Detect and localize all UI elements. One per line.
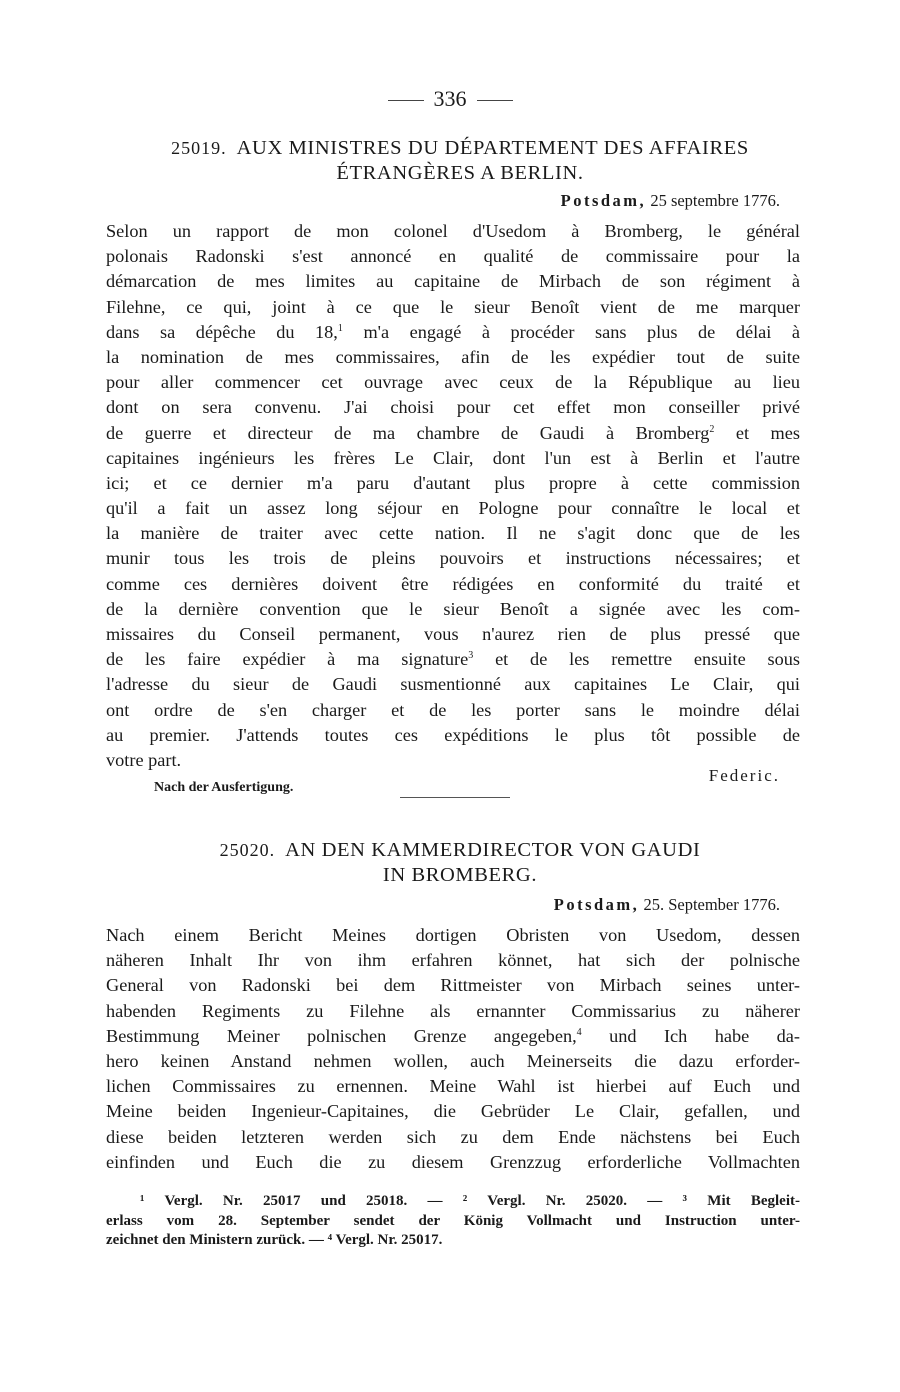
doc1-source-note: Nach der Ausfertigung. — [154, 780, 294, 795]
doc1-line-8: dont on sera convenu. J'ai choisi pour cet effet mon conseiller privé — [106, 397, 800, 418]
doc1-line-5-start: dans sa dépêche du 18, — [106, 321, 338, 342]
footnote-line-2: erlass vom 28. September sendet der König Vollmacht und Instruction unter- — [106, 1212, 800, 1229]
doc1-line-10: capitaines ingénieurs les frères Le Clair, dont l'un est à Berlin et l'autre — [106, 447, 800, 468]
doc1-date-place: Potsdam, — [560, 191, 647, 210]
doc2-line-7: lichen Commissaires zu ernennen. Meine Wahl ist hierbei auf Euch und — [106, 1076, 800, 1097]
doc1-line-19: l'adresse du sieur de Gaudi susmentionné aux capitaines Le Clair, qui — [106, 674, 800, 695]
doc1-line-6: la nomination de mes commissaires, afin de les expédier tout de suite — [106, 346, 800, 367]
doc1-title-line2: ÉTRANGÈRES A BERLIN. — [336, 162, 584, 184]
doc1-line-11: ici; et ce dernier m'a paru d'autant plus propre à cette commission — [106, 472, 800, 493]
footnote-ref-1: 1 — [337, 322, 343, 334]
doc1-line-9-start: de guerre et directeur de ma chambre de Gaudi à Bromberg — [106, 422, 710, 443]
doc1-line-13: la manière de traiter avec cette nation. Il ne s'agit donc que de les — [106, 523, 800, 544]
doc2-line-3: General von Radonski bei dem Rittmeister von Mirbach seines unter- — [106, 975, 800, 996]
doc1-body — [106, 219, 800, 773]
doc2-title-line2: IN BROMBERG. — [382, 864, 538, 886]
doc1-number: 25019. — [171, 138, 227, 158]
doc1-heading-line1 — [100, 136, 820, 161]
doc1-line-18 — [106, 647, 800, 672]
footnote-ref-4: 4 — [576, 1026, 582, 1038]
doc1-line-22: votre part. — [106, 749, 182, 770]
footnotes — [106, 1192, 800, 1251]
doc1-line-15: comme ces dernières doivent être rédigées en conformité du traité et — [106, 573, 800, 594]
doc1-line-2: polonais Radonski s'est annoncé en qualité de commissaire pour la — [106, 246, 800, 267]
doc1-date-rest: 25 septembre 1776. — [650, 191, 780, 210]
footnote-ref-3: 3 — [468, 650, 474, 662]
doc2-dateline — [554, 895, 780, 915]
doc1-line-17: missaires du Conseil permanent, vous n'aurez rien de plus pressé que — [106, 624, 800, 644]
doc1-line-21: au premier. J'attends toutes ces expéditions le plus tôt possible de — [106, 724, 800, 745]
doc1-line-14: munir tous les trois de pleins pouvoirs et instructions nécessaires; et — [106, 548, 800, 569]
doc1-line-3: démarcation de mes limites au capitaine de Mirbach de son régiment à — [106, 271, 800, 292]
doc2-line-2: näheren Inhalt Ihr von ihm erfahren könnet, hat sich der polnische — [106, 950, 800, 971]
doc1-line-9 — [106, 421, 800, 446]
doc1-line-18-start: de les faire expédier à ma signature — [106, 649, 469, 670]
doc2-line-5-start: Bestimmung Meiner polnischen Grenze angegeben, — [106, 1025, 577, 1046]
doc1-line-18-tail: et de les remettre ensuite sous — [495, 649, 801, 670]
doc1-line-7: pour aller commencer cet ouvrage avec ceux de la République au lieu — [106, 372, 800, 393]
doc1-signature: Federic. — [708, 766, 780, 785]
doc1-line-12: qu'il a fait un assez long séjour en Pologne pour connaître le local et — [106, 498, 800, 519]
doc2-line-10: einfinden und Euch die zu diesem Grenzzug erforderliche Vollmachten — [106, 1151, 800, 1172]
doc2-body — [106, 923, 800, 1175]
doc1-line-1: Selon un rapport de mon colonel d'Usedom à Bromberg, le général — [106, 221, 800, 241]
doc1-line-20: ont ordre de s'en charger et de les porter sans le moindre délai — [106, 699, 800, 720]
doc1-line-16: de la dernière convention que le sieur Benoît a signée avec les com- — [106, 598, 800, 619]
section-separator — [400, 797, 510, 798]
doc1-line-9-tail: et mes — [735, 422, 800, 443]
doc2-date-rest: 25. September 1776. — [643, 895, 780, 914]
doc2-line-6: hero keinen Anstand nehmen wollen, auch Meinerseits die dazu erforder- — [106, 1050, 800, 1071]
footnote-line-3: zeichnet den Ministern zurück. — ⁴ Vergl. Nr. 25017. — [106, 1232, 443, 1248]
doc1-heading — [100, 136, 820, 186]
page-number-rule-left — [388, 100, 424, 101]
doc2-heading — [100, 838, 820, 888]
doc2-date-place: Potsdam, — [553, 895, 640, 914]
doc2-number: 25020. — [219, 840, 276, 860]
doc2-line-1: Nach einem Bericht Meines dortigen Obristen von Usedom, dessen — [106, 925, 800, 945]
doc2-title-line1: AN DEN KAMMERDIRECTOR VON GAUDI — [285, 839, 701, 861]
doc1-title-line1: AUX MINISTRES DU DÉPARTEMENT DES AFFAIRES — [236, 137, 749, 159]
doc1-line-5 — [106, 320, 800, 345]
doc2-line-8: Meine beiden Ingenieur-Capitaines, die Gebrüder Le Clair, gefallen, und — [106, 1101, 800, 1122]
footnote-ref-2: 2 — [709, 423, 715, 435]
doc2-line-5-tail: und Ich habe da- — [609, 1025, 800, 1046]
page-number — [0, 86, 900, 112]
doc1-line-4: Filehne, ce qui, joint à ce que le sieur Benoît vient de me marquer — [106, 296, 800, 317]
doc2-line-9: diese beiden letzteren werden sich zu dem Ende nächstens bei Euch — [106, 1126, 800, 1147]
page-number-rule-right — [477, 100, 513, 101]
doc1-line-5-tail: m'a engagé à procéder sans plus de délai à — [363, 321, 801, 342]
doc2-line-4: habenden Regiments zu Filehne als ernannter Commissarius zu näherer — [106, 1000, 800, 1021]
page-number-text: 336 — [433, 86, 467, 111]
doc1-dateline — [561, 191, 780, 211]
footnote-line-1: ¹ Vergl. Nr. 25017 und 25018. — ² Vergl. Nr. 25020. — ³ Mit Begleit- — [140, 1193, 800, 1209]
doc2-heading-line1 — [100, 838, 820, 863]
doc2-line-5 — [106, 1024, 800, 1049]
